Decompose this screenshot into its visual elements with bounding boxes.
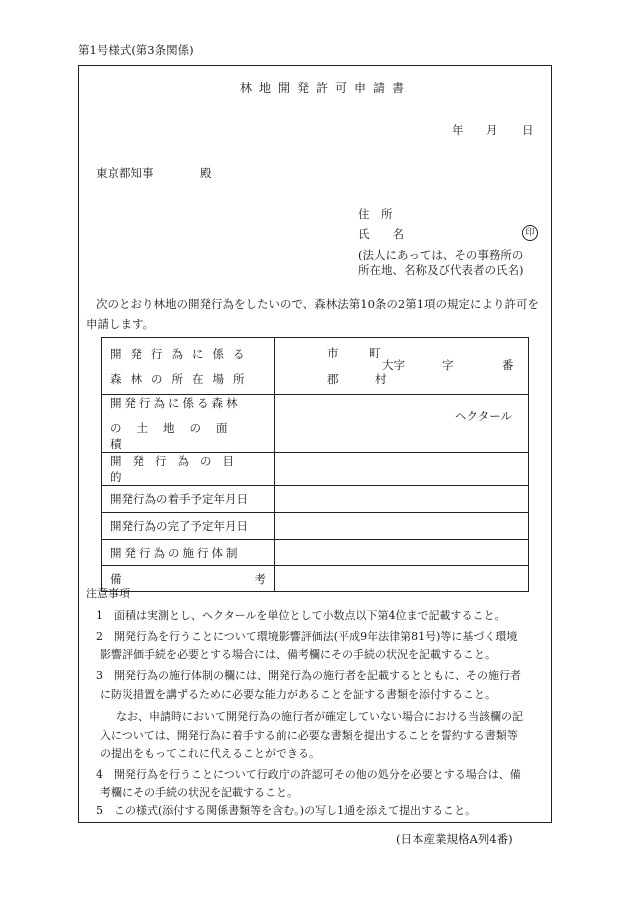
corporate-note-1: (法人にあっては、その事務所の (358, 248, 524, 262)
row-area (102, 395, 529, 453)
location-label-line1-text: 開発行為に係る (110, 346, 254, 361)
intro-line-2: 申請します。 (86, 317, 155, 331)
system-label: 開発行為の施行体制 (102, 540, 275, 566)
location-label-line1 (110, 346, 266, 362)
ooaza-text: 大字 (382, 358, 405, 372)
row-start-date (102, 486, 529, 513)
row-end-date (102, 513, 529, 540)
row-system (102, 540, 529, 566)
area-label-line2: の土地の面積 (110, 421, 243, 451)
row-location (102, 338, 529, 395)
remarks-value[interactable] (275, 566, 529, 592)
mura-text: 村 (375, 372, 387, 386)
form-number: 第1号様式(第3条関係) (78, 43, 194, 57)
location-value[interactable] (275, 338, 529, 395)
note-2b: 影響評価手続を必要とする場合には、備考欄にその手続の状況を記載すること。 (100, 648, 496, 661)
end-date-value[interactable] (275, 513, 529, 540)
note-4a: 4 開発行為を行うことについて行政庁の許認可その他の処分を必要とする場合は、備 (96, 768, 521, 781)
area-label-line1: 開発行為に係る森林 (110, 396, 241, 410)
row-purpose (102, 453, 529, 486)
date-day: 日 (522, 123, 534, 137)
ban-text: 番 (502, 358, 514, 372)
note-3b: に防災措置を講ずるために必要な能力があることを証する書類を添付すること。 (100, 688, 496, 701)
area-unit: ヘクタール (455, 409, 513, 423)
purpose-value[interactable] (275, 453, 529, 486)
form-title: 林地開発許可申請書 (240, 81, 412, 95)
location-label (102, 338, 275, 395)
purpose-label: 開発行為の目的 (102, 453, 275, 486)
remarks-label-right: 考 (254, 571, 266, 586)
location-label-line2 (110, 371, 266, 387)
note-4b: 考欄にその手続の状況を記載すること。 (100, 786, 298, 799)
note-3e: の提出をもってこれに代えることができる。 (100, 747, 320, 760)
remarks-label-left: 備 (110, 571, 122, 586)
area-label (102, 395, 275, 453)
row-remarks (102, 566, 529, 592)
note-1: 1 面積は実測とし、ヘクタールを単位として小数点以下第4位まで記載すること。 (96, 609, 506, 622)
note-3d: 入については、開発行為に着手する前に必要な書類を提出することを誓約する書類等 (100, 729, 518, 742)
note-2a: 2 開発行為を行うことについて環境影響評価法(平成9年法律第81号)等に基づく環境 (96, 630, 518, 643)
date-month: 月 (486, 123, 498, 137)
gun-text: 郡 (327, 372, 339, 386)
date-year: 年 (452, 123, 464, 137)
name-label: 氏 名 (358, 227, 404, 241)
seal-mark: 印 (522, 225, 538, 241)
system-value[interactable] (275, 540, 529, 566)
corporate-note-2: 所在地、名称及び代表者の氏名) (358, 263, 524, 277)
location-label-line2-text: 森林の所在場所 (110, 371, 254, 386)
note-5: 5 この様式(添付する関係書類等を含む。)の写し1通を添えて提出すること。 (96, 804, 477, 817)
start-date-value[interactable] (275, 486, 529, 513)
note-3a: 3 開発行為の施行体制の欄には、開発行為の施行者を記載するとともに、その施行者 (96, 669, 521, 682)
aza-text: 字 (442, 358, 454, 372)
start-date-label: 開発行為の着手予定年月日 (102, 486, 275, 513)
area-value[interactable] (275, 395, 529, 453)
application-table (101, 337, 529, 592)
address-label: 住 所 (358, 207, 393, 221)
addressee-name: 東京都知事 (96, 166, 154, 180)
notes-heading: 注意事項 (86, 587, 130, 600)
end-date-label: 開発行為の完了予定年月日 (102, 513, 275, 540)
shi-text: 市 (327, 346, 339, 360)
note-3c: なお、申請時において開発行為の施行者が確定していない場合における当該欄の記 (116, 710, 523, 723)
paper-size-note: (日本産業規格A列4番) (396, 832, 513, 846)
addressee-honorific: 殿 (200, 166, 212, 180)
intro-line-1: 次のとおり林地の開発行為をしたいので、森林法第10条の2第1項の規定により許可を (96, 297, 540, 311)
machi-text: 町 (369, 346, 381, 360)
